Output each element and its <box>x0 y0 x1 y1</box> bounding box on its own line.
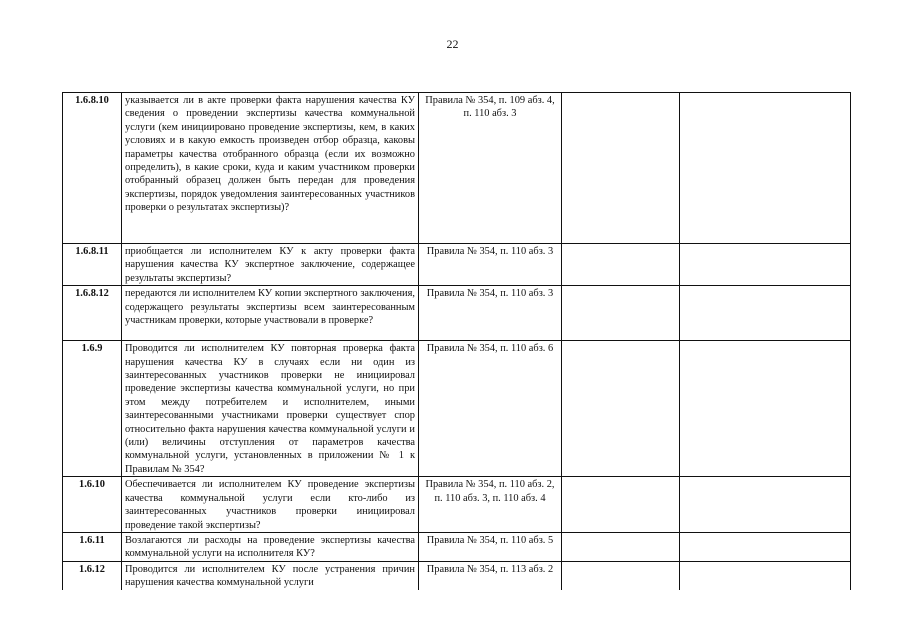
legal-reference: Правила № 354, п. 110 абз. 2, п. 110 абз. 3, п. 110 абз. 4 <box>419 477 562 533</box>
question-text: Возлагаются ли расходы на проведение экспертизы качества коммунальной услуги на исполнителя КУ? <box>122 532 419 561</box>
item-number: 1.6.8.11 <box>63 244 122 286</box>
table-row <box>63 477 851 533</box>
table-row <box>63 341 851 477</box>
empty-cell <box>680 477 851 533</box>
question-text: Проводится ли исполнителем КУ после устранения причин нарушения качества коммунальной услуги <box>122 561 419 589</box>
table-row <box>63 561 851 589</box>
empty-cell <box>680 532 851 561</box>
empty-cell <box>562 561 680 589</box>
legal-reference: Правила № 354, п. 110 абз. 3 <box>419 244 562 286</box>
question-text: передаются ли исполнителем КУ копии экспертного заключения, содержащего результаты экспертизы всем заинтересованным участникам проверки, которые участвовали в проверке? <box>122 286 419 341</box>
empty-cell <box>562 532 680 561</box>
legal-reference: Правила № 354, п. 109 абз. 4, п. 110 абз. 3 <box>419 93 562 244</box>
legal-reference: Правила № 354, п. 110 абз. 6 <box>419 341 562 477</box>
item-number: 1.6.8.12 <box>63 286 122 341</box>
empty-cell <box>562 93 680 244</box>
legal-reference: Правила № 354, п. 110 абз. 5 <box>419 532 562 561</box>
empty-cell <box>562 341 680 477</box>
question-text: приобщается ли исполнителем КУ к акту проверки факта нарушения качества КУ экспертное заключение, содержащее результаты экспертизы? <box>122 244 419 286</box>
empty-cell <box>680 244 851 286</box>
legal-reference: Правила № 354, п. 110 абз. 3 <box>419 286 562 341</box>
table-row <box>63 532 851 561</box>
empty-cell <box>680 93 851 244</box>
empty-cell <box>562 477 680 533</box>
empty-cell <box>562 244 680 286</box>
question-text: указывается ли в акте проверки факта нарушения качества КУ сведения о проведении экспертизы качества коммунальной услуги (кем инициировано проведение экспертизы, кем, в каких условиях и в какую емкость произведен отбор образца, каковы параметры качества отобранного образца (если их возможно определить), в какие сроки, куда и каким участником проверки отобранный образец должен быть передан для проведения экспертизы, порядок уведомления заинтересованных участников проверки о результатах экспертизы)? <box>122 93 419 244</box>
empty-cell <box>680 341 851 477</box>
checklist-table <box>62 92 851 590</box>
question-text: Проводится ли исполнителем КУ повторная проверка факта нарушения качества КУ в случаях если ни один из заинтересованных участников проверки не инициировал проведение экспертизы качества коммунальной услуги, но при этом между потребителем и исполнителем, иными заинтересованными участниками проверки существует спор относительно факта нарушения качества коммунальной услуги и (или) величины отступления от параметров качества коммунальной услуги, установленных в приложении № 1 к Правилам № 354? <box>122 341 419 477</box>
table-row <box>63 93 851 244</box>
item-number: 1.6.8.10 <box>63 93 122 244</box>
item-number: 1.6.10 <box>63 477 122 533</box>
table-row <box>63 244 851 286</box>
item-number: 1.6.9 <box>63 341 122 477</box>
table-row <box>63 286 851 341</box>
item-number: 1.6.12 <box>63 561 122 589</box>
page-number: 22 <box>446 37 459 51</box>
empty-cell <box>562 286 680 341</box>
empty-cell <box>680 286 851 341</box>
question-text: Обеспечивается ли исполнителем КУ проведение экспертизы качества коммунальной услуги если кто-либо из заинтересованных участников проверки инициировал проведение такой экспертизы? <box>122 477 419 533</box>
empty-cell <box>680 561 851 589</box>
legal-reference: Правила № 354, п. 113 абз. 2 <box>419 561 562 589</box>
item-number: 1.6.11 <box>63 532 122 561</box>
